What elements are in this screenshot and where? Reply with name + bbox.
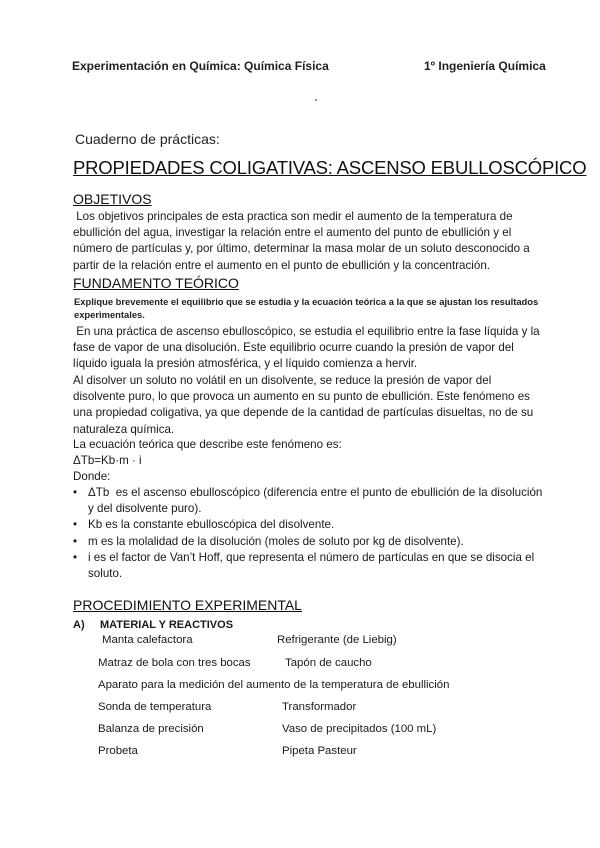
definition-item	[73, 517, 553, 533]
item-refrigerante: Refrigerante (de Liebig)	[277, 634, 397, 646]
para2-line: disolvente puro, lo que provoca un aumento en su punto de ebullición. Este fenómeno es	[73, 390, 530, 404]
definition-line: ΔTb es el ascenso ebulloscópico (diferencia entre el punto de ebullición de la disolución	[88, 486, 543, 499]
section-a-label: A)	[73, 619, 85, 631]
definition-item	[73, 550, 553, 582]
para1-line: fase de vapor de una disolución. Este equilibrio ocurre cuando la presión de vapor del	[73, 341, 514, 355]
header-dot	[315, 99, 317, 101]
header-degree: 1º Ingeniería Química	[424, 59, 546, 73]
item-matraz: Matraz de bola con tres bocas	[98, 657, 251, 669]
para2-line: naturaleza química.	[73, 422, 175, 436]
fundamento-prompt	[74, 295, 538, 322]
definition-line: soluto.	[88, 567, 123, 581]
bullet-icon: •	[73, 550, 78, 564]
equation-block	[73, 437, 342, 486]
objetivos-text	[73, 209, 530, 274]
definition-line: i es el factor de Van’t Hoff, que representa el número de partículas en que se disocia el	[88, 550, 535, 564]
section-a-title: MATERIAL Y REACTIVOS	[100, 619, 234, 631]
prompt-line: experimentales.	[74, 309, 145, 321]
definitions-list	[73, 485, 553, 582]
item-aparato: Aparato para la medición del aumento de la temperatura de ebullición	[98, 679, 450, 691]
item-pipeta: Pipeta Pasteur	[282, 745, 357, 757]
para2-line: una propiedad coligativa, ya que depende de la cantidad de partículas disueltas, no de su	[73, 406, 534, 420]
donde-label: Donde:	[73, 470, 111, 484]
equation: ΔTb=Kb·m · i	[73, 454, 142, 468]
objetivos-heading: OBJETIVOS	[73, 191, 152, 207]
para1-line: líquido iguala la presión atmosférica, y el líquido comienza a hervir.	[73, 357, 418, 371]
objetivos-line: Los objetivos principales de esta practica son medir el aumento de la temperatura de	[73, 210, 513, 223]
definition-line: Kb es la constante ebulloscópica del disolvente.	[88, 518, 335, 532]
page-title: PROPIEDADES COLIGATIVAS: ASCENSO EBULLOSCÓPICO	[73, 157, 587, 178]
definition-line: m es la molalidad de la disolución (moles de soluto por kg de disolvente).	[88, 534, 464, 548]
header-course: Experimentación en Química: Química Física	[72, 59, 329, 73]
item-probeta: Probeta	[98, 745, 138, 757]
bullet-icon: •	[73, 534, 78, 548]
item-transformador: Transformador	[282, 701, 357, 713]
objetivos-line: ebullición del agua, investigar la relación entre el aumento del punto de ebullición y el	[73, 226, 512, 240]
definition-item	[73, 485, 553, 517]
definition-line: y del disolvente puro).	[88, 502, 202, 516]
item-manta: Manta calefactora	[102, 634, 193, 646]
equation-intro: La ecuación teórica que describe este fenómeno es:	[73, 438, 342, 451]
objetivos-line: partir de la relación entre el aumento en el punto de ebullición y la concentración.	[73, 258, 490, 272]
para2-line: Al disolver un soluto no volátil en un disolvente, se reduce la presión de vapor del	[73, 374, 492, 387]
bullet-icon: •	[73, 486, 78, 499]
definition-item	[73, 534, 553, 550]
item-sonda: Sonda de temperatura	[98, 701, 212, 713]
item-balanza: Balanza de precisión	[98, 723, 204, 735]
item-vaso: Vaso de precipitados (100 mL)	[282, 723, 437, 735]
notebook-label: Cuaderno de prácticas:	[75, 131, 220, 147]
bullet-icon: •	[73, 518, 78, 532]
prompt-line: Explique brevemente el equilibrio que se estudia y la ecuación teórica a la que se ajustan los resultados	[74, 296, 539, 307]
objetivos-line: número de partículas y, por último, determinar la masa molar de un soluto desconocido a	[73, 242, 530, 256]
fundamento-heading: FUNDAMENTO TEÓRICO	[73, 275, 239, 291]
fundamento-para2	[73, 373, 533, 438]
para1-line: En una práctica de ascenso ebulloscópico, se estudia el equilibrio entre la fase líquida y la	[73, 325, 540, 338]
procedimiento-heading: PROCEDIMIENTO EXPERIMENTAL	[73, 597, 302, 613]
fundamento-para1	[73, 324, 540, 373]
item-tapon: Tapón de caucho	[285, 657, 372, 669]
